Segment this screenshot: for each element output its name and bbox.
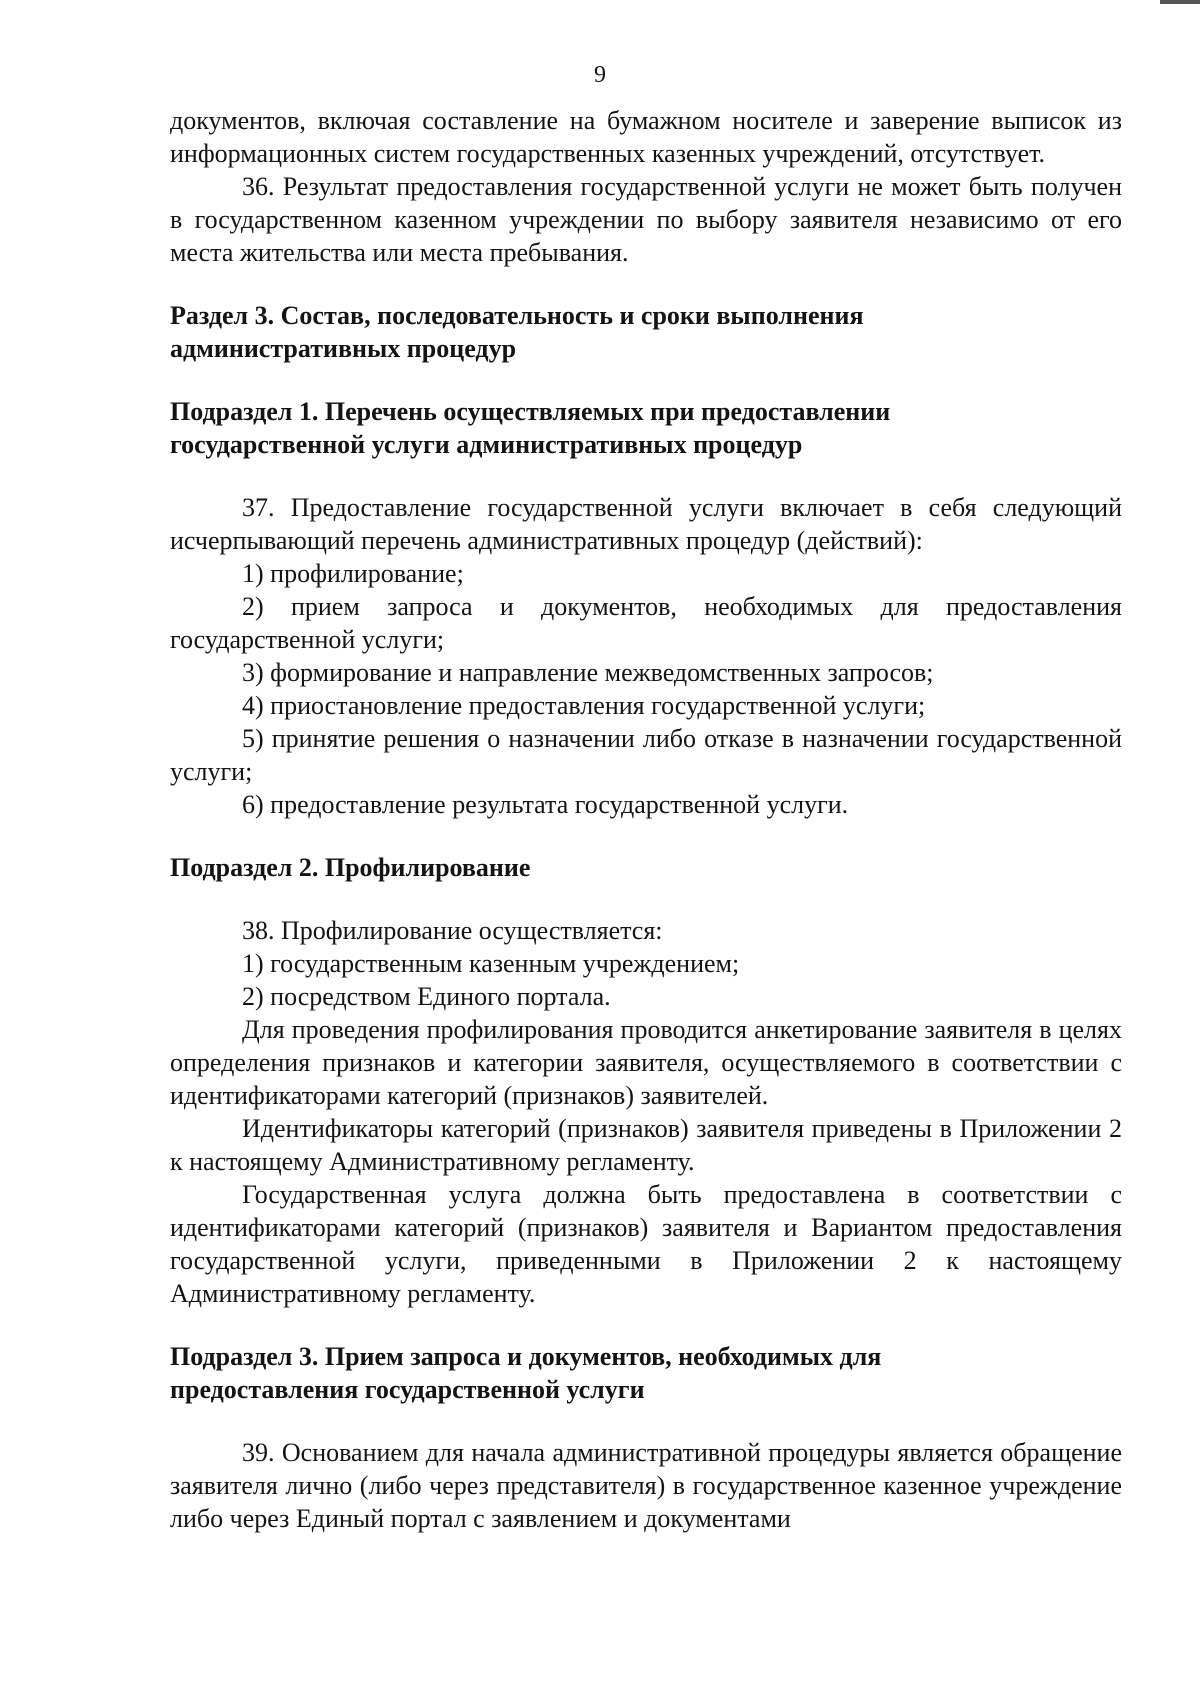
paragraph-38-identifiers: Идентификаторы категорий (признаков) заявителя приведены в Приложении 2 к настоящему Административному регламенту. [170, 1114, 1122, 1176]
paragraph-38: 38. Профилирование осуществляется: [242, 916, 663, 945]
list-item: 4) приостановление предоставления государственной услуги; [242, 691, 926, 720]
subsection-1-heading-line-2: государственной услуги административных процедур [170, 430, 803, 459]
paragraph-37: 37. Предоставление государственной услуги включает в себя следующий исчерпывающий перечень административных процедур (действий): [170, 493, 1122, 555]
subsection-1-heading-line-1: Подраздел 1. Перечень осуществляемых при предоставлении [170, 397, 891, 426]
list-item: 1) профилирование; [242, 559, 464, 588]
paragraph-36: 36. Результат предоставления государственной услуги не может быть получен в государственном казенном учреждении по выбору заявителя независимо от его места жительства или места пребывания. [170, 172, 1122, 267]
paragraph-continuation: документов, включая составление на бумажном носителе и заверение выписок из информационных систем государственных казенных учреждений, отсутствует. [170, 106, 1122, 168]
page-number: 9 [594, 62, 606, 88]
subsection-3-heading-line-1: Подраздел 3. Прием запроса и документов, необходимых для [170, 1342, 882, 1371]
section-3-heading-line-2: административных процедур [170, 334, 517, 363]
list-item: 6) предоставление результата государственной услуги. [242, 790, 849, 819]
subsection-3-heading [170, 1340, 1122, 1406]
section-3-heading [170, 299, 1122, 365]
section-3-heading-line-1: Раздел 3. Состав, последовательность и сроки выполнения [170, 301, 864, 330]
list-item: 5) принятие решения о назначении либо отказе в назначении государственной услуги; [170, 724, 1122, 786]
document-body [170, 104, 1122, 1535]
list-item: 2) прием запроса и документов, необходимых для предоставления государственной услуги; [170, 592, 1122, 654]
subsection-3-heading-line-2: предоставления государственной услуги [170, 1375, 645, 1404]
paragraph-39: 39. Основанием для начала административной процедуры является обращение заявителя лично (либо через представителя) в государственное казенное учреждение либо через Единый портал с заявлением и документами [170, 1438, 1122, 1533]
paragraph-38-profiling: Для проведения профилирования проводится анкетирование заявителя в целях определения признаков и категории заявителя, осуществляемого в соответствии с идентификаторами категорий (признаков) заявителей. [170, 1015, 1122, 1110]
subsection-1-heading [170, 395, 1122, 461]
list-item: 3) формирование и направление межведомственных запросов; [242, 658, 934, 687]
paragraph-38-variant: Государственная услуга должна быть предоставлена в соответствии с идентификаторами категорий (признаков) заявителя и Вариантом предоставления государственной услуги, приведенными в Приложении 2 к настоящему Административному регламенту. [170, 1180, 1122, 1308]
list-item: 2) посредством Единого портала. [242, 982, 611, 1011]
list-item: 1) государственным казенным учреждением; [242, 949, 740, 978]
scan-edge-mark [1160, 0, 1200, 4]
subsection-2-heading: Подраздел 2. Профилирование [170, 853, 531, 882]
